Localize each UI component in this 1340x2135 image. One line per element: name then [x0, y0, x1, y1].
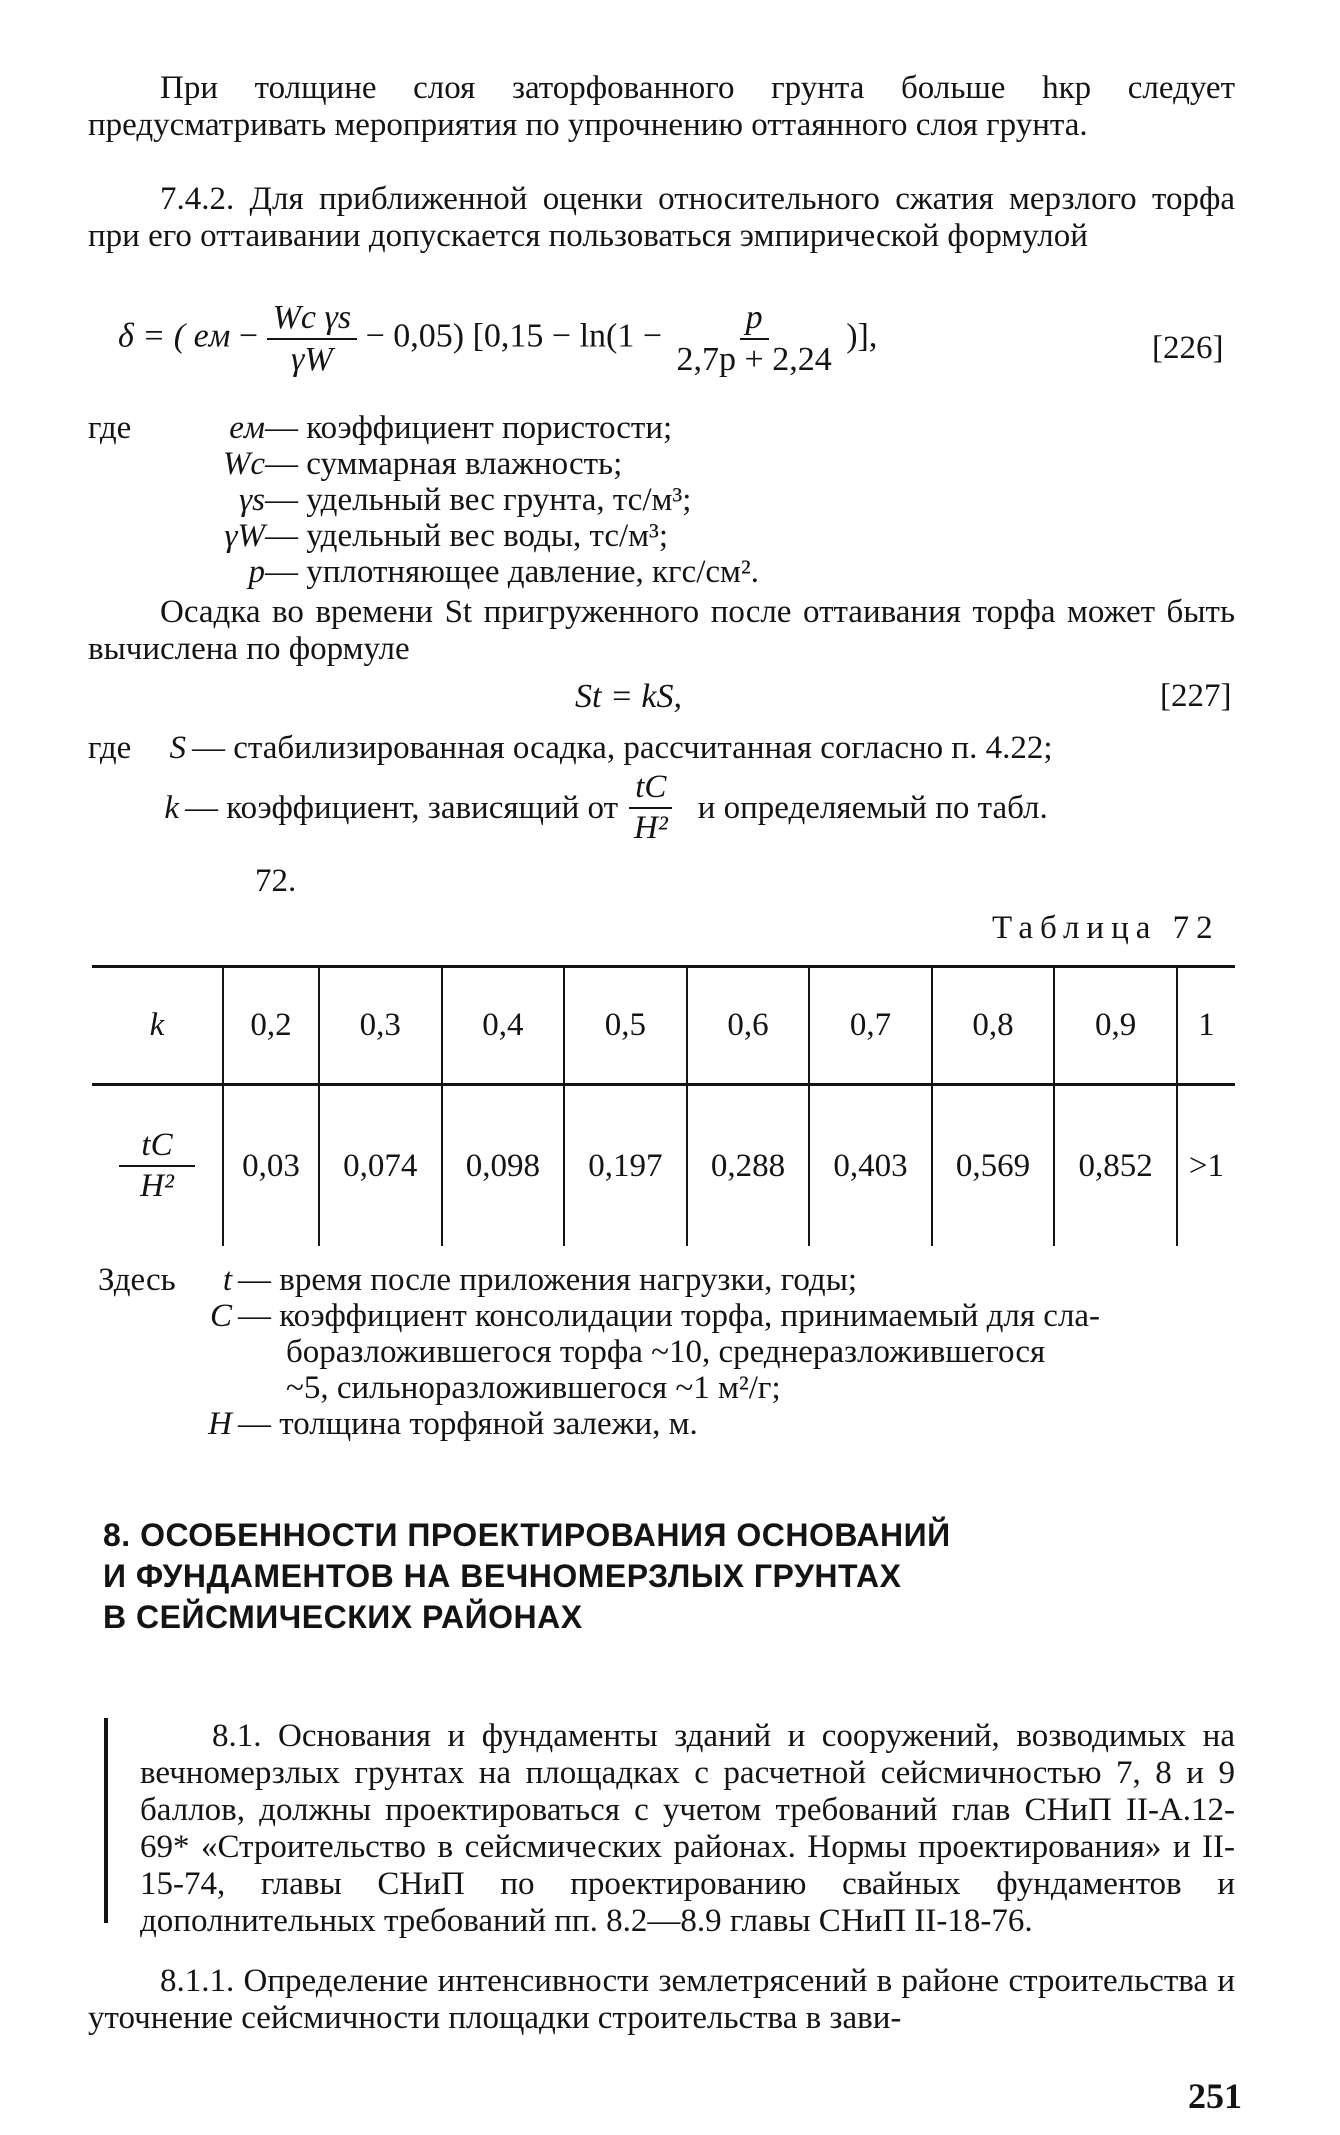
- legend-text: боразложившегося торфа ~10, среднеразложившегося: [286, 1334, 1046, 1370]
- legend-symbol: p: [248, 554, 265, 590]
- legend-text: — стабилизированная осадка, рассчитанная согласно п. 4.22;: [192, 730, 1053, 766]
- formula-226: [118, 300, 877, 377]
- equation-number-227: [227]: [1160, 678, 1232, 714]
- legend-row: [157, 770, 1237, 845]
- legend-list-226: [150, 410, 759, 590]
- fraction-denominator: γW: [290, 340, 333, 378]
- table-cell: 1: [1177, 967, 1235, 1085]
- table-cell: 0,197: [564, 1085, 687, 1247]
- table-cell: 0,6: [687, 967, 810, 1085]
- formula-fraction-p: [671, 300, 838, 377]
- legend-symbol: k: [164, 789, 179, 826]
- heading-line: 8. ОСОБЕННОСТИ ПРОЕКТИРОВАНИЯ ОСНОВАНИЙ: [103, 1517, 951, 1553]
- formula-minus: −: [238, 317, 259, 355]
- legend-symbol: γW: [224, 518, 265, 554]
- legend-symbol: eм: [229, 410, 265, 446]
- legend-row: [150, 518, 759, 554]
- legend-symbol: S: [169, 730, 186, 766]
- legend-row: [150, 410, 759, 446]
- legend-symbol: γs: [239, 482, 265, 518]
- table-legend: [98, 1262, 1238, 1442]
- legend-row: [98, 1334, 1238, 1370]
- legend-text: — суммарная влажность;: [265, 446, 623, 482]
- fraction-numerator: tC: [629, 770, 672, 809]
- table-cell: 0,403: [809, 1085, 932, 1247]
- change-bar: [104, 1718, 108, 1923]
- table-header-cell: k: [92, 967, 223, 1085]
- legend-row: [88, 730, 1238, 766]
- formula-227: St = kS,: [575, 678, 682, 715]
- formula-legend-227: [88, 730, 1238, 766]
- fraction-denominator: H²: [634, 809, 668, 846]
- table-cell: 0,9: [1054, 967, 1177, 1085]
- legend-row: [98, 1406, 1238, 1442]
- formula-lhs: δ = (: [118, 317, 186, 355]
- where-label: где: [88, 410, 132, 446]
- legend-text: — коэффициент пористости;: [265, 410, 673, 446]
- table-cell: 0,098: [442, 1085, 565, 1247]
- paragraph-8-1-1: 8.1.1. Определение интенсивности землетрясений в районе строительства и уточнение сейсмичности площадки строительства в зави-: [88, 1963, 1235, 2036]
- where-label: где: [88, 730, 132, 766]
- fraction-denominator: H²: [140, 1168, 174, 1204]
- fraction-numerator: p: [740, 300, 769, 340]
- table-row: [92, 967, 1235, 1085]
- heading-line: В СЕЙСМИЧЕСКИХ РАЙОНАХ: [103, 1599, 583, 1635]
- heading-line: И ФУНДАМЕНТОВ НА ВЕЧНОМЕРЗЛЫХ ГРУНТАХ: [103, 1558, 902, 1594]
- equation-number-226: [226]: [1152, 330, 1224, 366]
- fraction-numerator: tC: [119, 1128, 194, 1167]
- table-cell: >1: [1177, 1085, 1235, 1247]
- formula-tail-2: )],: [846, 317, 878, 355]
- table-72: [92, 965, 1235, 1246]
- paragraph-7-4-2: 7.4.2. Для приближенной оценки относительного сжатия мерзлого торфа при его оттаивании допускается пользоваться эмпирической формулой: [88, 181, 1235, 254]
- legend-row: [98, 1262, 1238, 1298]
- legend-k: [157, 770, 1237, 845]
- legend-text: — уплотняющее давление, кгс/см².: [265, 554, 760, 590]
- here-label: Здесь: [98, 1262, 176, 1298]
- paragraph-thickness: При толщине слоя заторфованного грунта больше hкр следует предусматривать мероприятия по упрочнению оттаянного слоя грунта.: [88, 70, 1235, 143]
- legend-text: — коэффициент, зависящий от: [185, 789, 618, 826]
- fraction-numerator: Wc γs: [267, 300, 358, 340]
- table-cell: 0,2: [223, 967, 319, 1085]
- legend-symbol: t: [222, 1262, 232, 1298]
- table-fraction: [119, 1128, 194, 1203]
- table-cell: 0,3: [319, 967, 442, 1085]
- formula-fraction-w: [267, 300, 358, 377]
- table-cell: 0,7: [809, 967, 932, 1085]
- section-heading: [103, 1515, 1203, 1638]
- legend-row: [150, 446, 759, 482]
- paragraph-8-1: 8.1. Основания и фундаменты зданий и сооружений, возводимых на вечномерзлых грунтах на площадках с расчетной сейсмичностью 7, 8 и 9 баллов, должны проектироваться с учетом требований глав СНиП II-А.12-69* «Строительство в сейсмических районах. Нормы проектирования» и II-15-74, главы СНиП по проектированию свайных фундаментов и дополнительных требований пп. 8.2—8.9 главы СНиП II-18-76.: [140, 1718, 1235, 1939]
- table-cell: 0,288: [687, 1085, 810, 1247]
- table-row: [92, 1085, 1235, 1247]
- legend-text: — коэффициент консолидации торфа, принимаемый для сла-: [238, 1298, 1101, 1334]
- page-number: 251: [1188, 2076, 1242, 2116]
- legend-text: — время после приложения нагрузки, годы;: [238, 1262, 858, 1298]
- legend-fraction: [628, 770, 674, 845]
- legend-k-continued: 72.: [255, 863, 297, 899]
- formula-tail-1: − 0,05) [0,15 − ln(1 −: [365, 317, 663, 355]
- paragraph-settlement: Осадка во времени St пригруженного после оттаивания торфа может быть вычислена по формуле: [88, 594, 1235, 667]
- legend-symbol: Wc: [222, 446, 265, 482]
- table-cell: 0,8: [932, 967, 1055, 1085]
- legend-text: — удельный вес воды, тс/м³;: [265, 518, 669, 554]
- table-cell: 0,569: [932, 1085, 1055, 1247]
- legend-symbol: C: [209, 1298, 232, 1334]
- table-caption: Таблица 72: [992, 910, 1220, 946]
- legend-row: [150, 482, 759, 518]
- fraction-denominator: 2,7p + 2,24: [676, 340, 832, 378]
- legend-row: [150, 554, 759, 590]
- legend-row: [98, 1370, 1238, 1406]
- legend-text: ~5, сильноразложившегося ~1 м²/г;: [286, 1370, 781, 1406]
- formula-em: eм: [193, 317, 231, 355]
- table-header-cell: [92, 1085, 223, 1247]
- table-cell: 0,852: [1054, 1085, 1177, 1247]
- table-cell: 0,5: [564, 967, 687, 1085]
- legend-symbol: H: [208, 1406, 232, 1442]
- legend-row: [98, 1298, 1238, 1334]
- legend-text: — удельный вес грунта, тс/м³;: [265, 482, 692, 518]
- table-cell: 0,074: [319, 1085, 442, 1247]
- legend-text: и определяемый по табл.: [697, 789, 1048, 826]
- legend-text: — толщина торфяной залежи, м.: [238, 1406, 698, 1442]
- table-cell: 0,4: [442, 967, 565, 1085]
- table-cell: 0,03: [223, 1085, 319, 1247]
